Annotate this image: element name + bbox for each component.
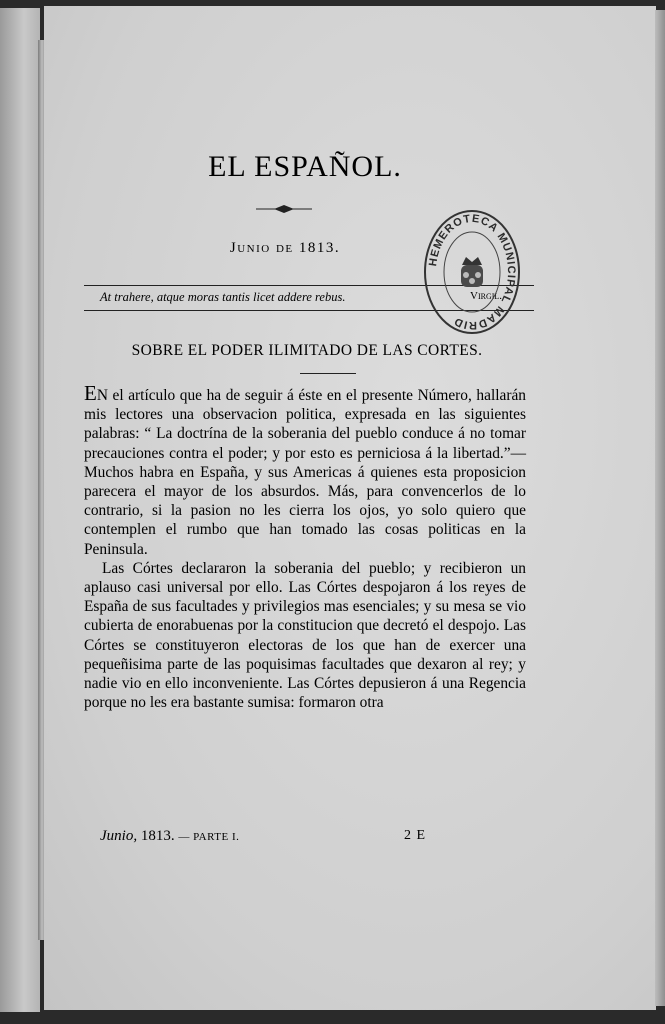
paragraph-1 bbox=[84, 381, 526, 559]
epigraph: At trahere, atque moras tantis licet addere rebus. bbox=[100, 290, 346, 304]
signature-mark: 2 E bbox=[404, 828, 427, 843]
drop-cap: E bbox=[84, 381, 97, 405]
paragraph-2: Las Córtes declararon la soberania del pueblo; y recibieron un aplauso casi universal por ello. Las Córtes despojaron á los reyes de España de sus facultades y privilegios mas esenciales; y su mesa se vio cubierta de enorabuenas por la constitucion que decretó el despojo. Las Córtes se constituyeron electoras de los que han de exercer una pequeñisima parte de las poquisimas facultades que dexaron al rey; y nadie vio en ello inconveniente. Las Córtes depusieron á una Regencia porque no les era bastante sumisa: formaron otra bbox=[84, 559, 526, 712]
svg-text:HEMEROTECA MUNICIPAL MADRID: HEMEROTECA MUNICIPAL MADRID bbox=[427, 212, 518, 332]
page-title: EL ESPAÑOL. bbox=[208, 150, 402, 183]
footer-year: 1813. bbox=[140, 828, 175, 844]
ornament-divider bbox=[256, 204, 312, 214]
heading-rule bbox=[300, 373, 356, 374]
footer-month: Junio, bbox=[100, 828, 138, 844]
footer-part: — PARTE I. bbox=[178, 831, 240, 843]
page-footer bbox=[100, 828, 440, 845]
paragraph-1-text: N el artículo que ha de seguir á éste en el presente Número, hallarán mis lectores una observacion politica, expresada en las siguientes palabras: “ La doctrína de la soberania del pueblo conduce á no tomar precauciones contra el poder; y por esto es perniciosa á la libertad.”—Muchos habra en España, y sus Americas á quienes esta proposicion parecera el mayor de los absurdos. Más, para convencerlos de lo contrario, si la pasion no les cierra los ojos, yo solo quiero que contemplen el rumbo que han tomado las cosas politicas en la Peninsula. bbox=[84, 387, 526, 558]
epigraph-author: Virgil. bbox=[470, 290, 503, 302]
page-edge bbox=[655, 10, 665, 1006]
library-stamp bbox=[422, 207, 522, 337]
article-body bbox=[84, 381, 526, 712]
article-heading: SOBRE EL PODER ILIMITADO DE LAS CORTES. bbox=[131, 342, 483, 359]
facing-page-edge bbox=[0, 8, 40, 1012]
issue-date: Junio de 1813. bbox=[229, 240, 341, 256]
